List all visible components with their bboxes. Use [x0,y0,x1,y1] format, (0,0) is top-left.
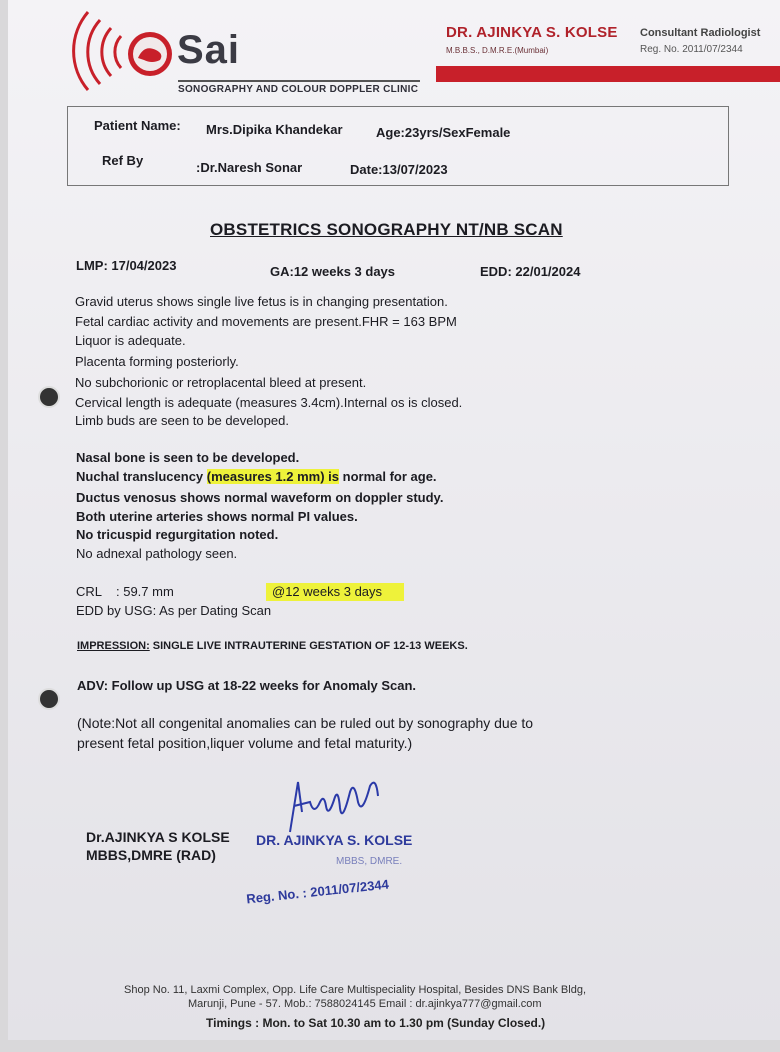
footer-address-line: Shop No. 11, Laxmi Complex, Opp. Life Care Multispeciality Hospital, Besides DNS Bank Bldg, [124,984,587,996]
header-red-bar [436,66,780,82]
logo-subtitle: SONOGRAPHY AND COLOUR DOPPLER CLINIC [178,84,419,95]
finding-line: Limb buds are seen to be developed. [75,413,289,428]
signatory-name: Dr.AJINKYA S KOLSE [86,829,230,845]
ref-by-label: Ref By [102,153,144,168]
doctor-name: DR. AJINKYA S. KOLSE [446,24,618,41]
finding-line: Cervical length is adequate (measures 3.4cm).Internal os is closed. [75,395,463,410]
patient-name-label: Patient Name: [94,118,181,133]
footer-contact-line: Marunji, Pune - 57. Mob.: 7588024145 Email : dr.ajinkya777@gmail.com [188,998,542,1010]
clinic-logo-icon [48,4,178,94]
registration-number: Reg. No. 2011/07/2344 [640,44,743,55]
signature-block [86,828,230,864]
finding-line: Liquor is adequate. [75,333,186,348]
edd-by-usg: EDD by USG: As per Dating Scan [76,603,272,618]
nt-highlight: (measures 1.2 mm) is [206,469,340,484]
patient-name-value: Mrs.Dipika Khandekar [206,122,343,137]
nuchal-translucency-finding [76,469,437,484]
crl-value: : 59.7 mm [116,584,174,599]
finding-line: Fetal cardiac activity and movements are present.FHR = 163 BPM [75,314,457,329]
adnexal-finding: No adnexal pathology seen. [76,546,238,561]
report-title: OBSTETRICS SONOGRAPHY NT/NB SCAN [210,220,563,239]
nasal-bone-finding: Nasal bone is seen to be developed. [76,450,300,465]
lmp: LMP: 17/04/2023 [76,258,177,273]
logo-text: Sai [177,28,241,72]
edd: EDD: 22/01/2024 [480,264,581,279]
stamp-qualification: MBBS, DMRE. [336,856,403,867]
signatory-degree: MBBS,DMRE (RAD) [86,847,216,863]
ref-by-value: :Dr.Naresh Sonar [196,160,303,175]
report-date: Date:13/07/2023 [350,162,448,177]
ductus-venosus-finding: Ductus venosus shows normal waveform on doppler study. [76,490,444,505]
logo-divider [178,80,420,82]
impression [77,640,468,652]
nt-suffix: normal for age. [339,469,437,484]
impression-label: IMPRESSION: [77,640,150,652]
advice: ADV: Follow up USG at 18-22 weeks for Anomaly Scan. [77,678,417,693]
crl-gestational-age: @12 weeks 3 days [266,583,404,601]
tricuspid-finding: No tricuspid regurgitation noted. [76,527,279,542]
punch-hole-icon [38,386,60,408]
uterine-artery-finding: Both uterine arteries shows normal PI values. [76,509,358,524]
nt-prefix: Nuchal translucency [76,469,207,484]
punch-hole-icon [38,688,60,710]
doctor-designation: Consultant Radiologist [640,27,761,39]
crl-label: CRL [76,584,103,599]
gestational-age: GA:12 weeks 3 days [270,264,396,279]
stamp-registration: Reg. No. : 2011/07/2344 [245,876,390,907]
impression-text: SINGLE LIVE INTRAUTERINE GESTATION OF 12-13 WEEKS. [149,640,468,652]
clinic-timings: Timings : Mon. to Sat 10.30 am to 1.30 pm (Sunday Closed.) [206,1016,546,1030]
note-line: (Note:Not all congenital anomalies can be ruled out by sonography due to [77,715,534,731]
patient-age-sex: Age:23yrs/SexFemale [376,125,511,140]
finding-line: No subchorionic or retroplacental bleed at present. [75,375,367,390]
doctor-qualification: M.B.B.S., D.M.R.E.(Mumbai) [446,46,549,55]
note-line: present fetal position,liquer volume and fetal maturity.) [77,735,413,751]
finding-line: Placenta forming posteriorly. [75,354,239,369]
finding-line: Gravid uterus shows single live fetus is in changing presentation. [75,294,448,309]
stamp-name: DR. AJINKYA S. KOLSE [256,832,413,848]
